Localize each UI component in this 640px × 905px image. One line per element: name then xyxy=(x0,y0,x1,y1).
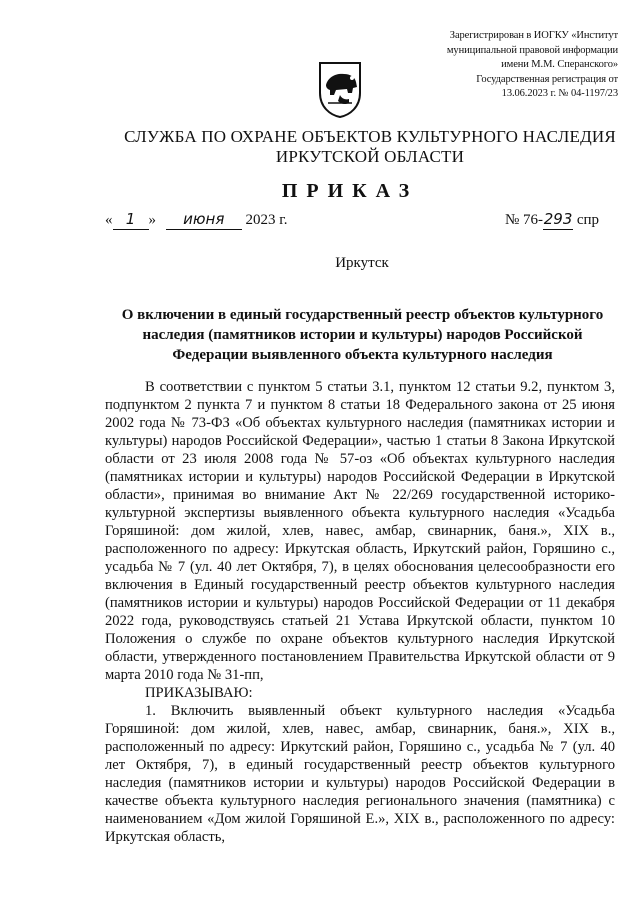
order-body xyxy=(105,378,615,846)
order-date xyxy=(105,210,287,230)
date-open-quote: « xyxy=(105,212,113,228)
document-title: ПРИКАЗ xyxy=(281,180,419,202)
number-prefix: № 76- xyxy=(505,212,544,228)
date-day: 1 xyxy=(125,210,136,228)
agency-name-line2: ИРКУТСКОЙ ОБЛАСТИ xyxy=(275,147,465,166)
number-handwritten: 293 xyxy=(543,210,573,228)
registration-stamp xyxy=(418,29,618,102)
coat-of-arms-icon xyxy=(316,59,364,119)
agency-name-line1: СЛУЖБА ПО ОХРАНЕ ОБЪЕКТОВ КУЛЬТУРНОГО НАСЛЕДИЯ xyxy=(124,127,616,146)
preamble-paragraph: В соответствии с пунктом 5 статьи 3.1, пунктом 12 статьи 9.2, пунктом 3, подпунктом 2 пункта 7 и пунктом 8 статьи 18 Федерального закона от 25 июня 2002 года № 73-ФЗ «Об объектах культурного наследия (памятниках истории и культуры) народов Российской Федерации», частью 1 статьи 8 Закона Иркутской области от 23 июля 2008 года № 57-оз «Об объектах культурного наследия (памятниках истории и культуры) народов Российской Федерации в Иркутской области», принимая во внимание Акт № 22/269 государственной историко-культурной экспертизы выявленного объекта культурного наследия «Усадьба Горяшиной: дом жилой, хлев, навес, амбар, свинарник, баня.», XIX в., расположенного по адресу: Иркутская область, Иркутский район, Горяшино с., усадьба № 7 (ул. 40 лет Октября, 7), в целях обоснования целесообразности его включения в Единый государственный реестр объектов культурного наследия (памятников истории и культуры) народов Российской Федерации от 11 декабря 2022 года, руководствуясь статьей 21 Устава Иркутской области, пунктом 10 Положения о службе по охране объектов культурного наследия Иркутской области, утвержденного постановлением Правительства Иркутской области от 9 марта 2010 года № 31-пп, xyxy=(105,379,615,683)
date-year: 2023 г. xyxy=(245,212,288,228)
city: Иркутск xyxy=(335,255,389,271)
stamp-line: Государственная регистрация от xyxy=(476,73,618,85)
order-heading: О включении в единый государственный реестр объектов культурного наследия (памятников истории и культуры) народов Российской Федерации выявленного объекта культурного наследия xyxy=(121,307,604,363)
number-suffix: спр xyxy=(576,212,599,228)
stamp-line: Зарегистрирован в ИОГКУ «Институт xyxy=(449,30,618,41)
agency-name xyxy=(0,127,640,167)
stamp-line: имени М.М. Сперанского» xyxy=(501,59,618,70)
date-close-quote: » xyxy=(148,212,156,228)
stamp-line: муниципальной правовой информации xyxy=(446,44,618,56)
order-item-1: 1. Включить выявленный объект культурного наследия «Усадьба Горяшиной: дом жилой, хлев, навес, амбар, свинарник, баня.», XIX в., расположенный по адресу: Иркутский район, Горяшино с., усадьба № 7 (ул. 40 лет Октября, 7), в единый государственный реестр объектов культурного наследия (памятников истории и культуры) народов Российской Федерации в качестве объекта культурного наследия регионального значения (памятника) с наименованием «Дом жилой Горяшиной Е.», XIX в., расположенного по адресу: Иркутская область, xyxy=(105,703,615,845)
order-number xyxy=(505,210,599,230)
date-month: июня xyxy=(183,210,225,228)
order-word: ПРИКАЗЫВАЮ: xyxy=(145,685,253,701)
stamp-line: 13.06.2023 г. № 04-1197/23 xyxy=(501,88,618,99)
